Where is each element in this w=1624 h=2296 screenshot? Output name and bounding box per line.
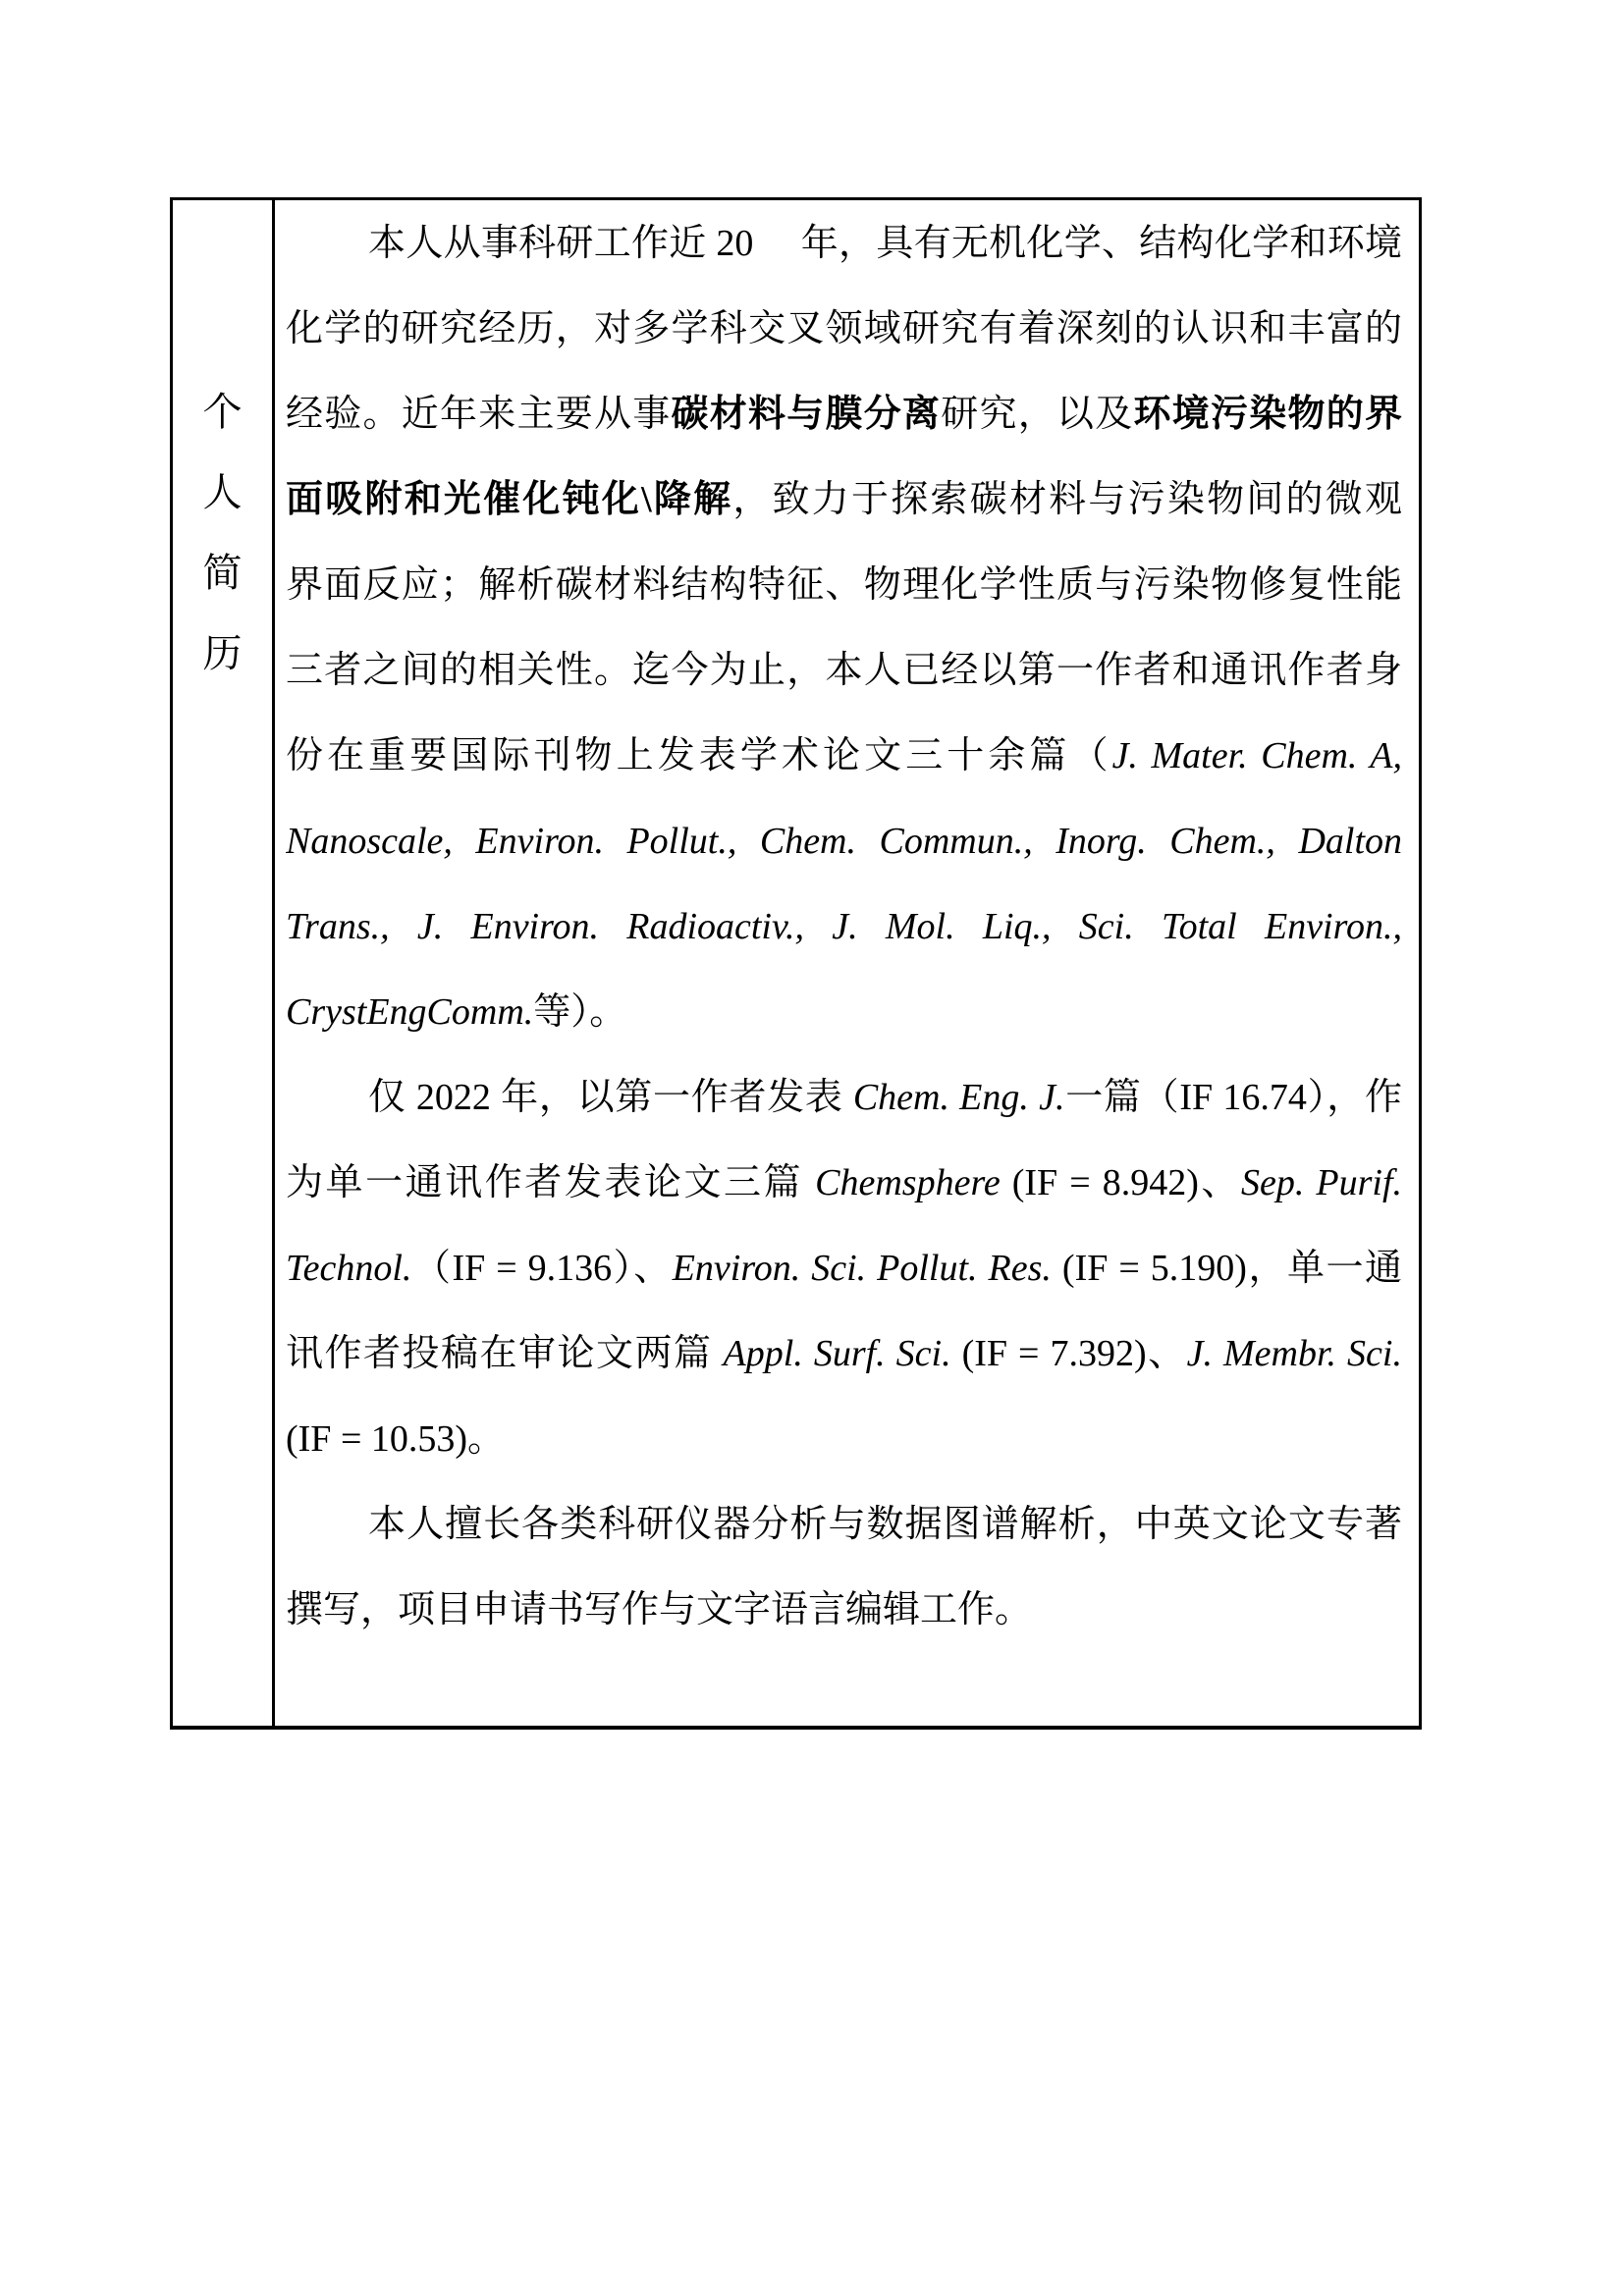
text-run: 面吸附和光催化钝化\降解 [286,479,733,520]
text-run: (IF = 10.53)。 [286,1418,506,1460]
label-char-3: 简 [202,551,243,595]
text-run: 界面反应；解析碳材料结构特征、物理化学性质与污染物修复性能 [286,564,1402,606]
text-run: 本人擅长各类科研仪器分析与数据图谱解析，中英文论文专著 [368,1504,1402,1545]
text-line [286,1055,1402,1141]
table-cell-label [173,200,275,1726]
text-run: 为单一通讯作者发表论文三篇 [286,1162,816,1203]
text-run: Trans., J. Environ. Radioactiv., J. Mol. Liq., Sci. Total Environ., [286,906,1402,947]
text-line [286,457,1402,543]
text-line [286,1482,1402,1568]
text-run: J. Membr. Sci. [1186,1333,1402,1374]
text-run: (IF = 8.942)、 [1000,1162,1241,1203]
text-line [286,884,1402,970]
text-run: 碳材料与膜分离 [671,394,942,435]
text-run: Environ. Sci. Pollut. Res. [672,1248,1052,1289]
text-line [286,543,1402,628]
text-line [286,372,1402,457]
text-line [286,287,1402,372]
text-line [286,1141,1402,1226]
resume-table [170,197,1422,1730]
label-char-4: 历 [202,631,243,675]
text-run: 化学的研究经历，对多学科交叉领域研究有着深刻的认识和丰富的 [286,308,1402,349]
text-run: 等）。 [533,991,627,1033]
text-run: Nanoscale, Environ. Pollut., Chem. Commun., Inorg. Chem., Dalton [286,821,1402,862]
text-run: J. Mater. Chem. A, [1111,735,1402,776]
text-run: Sep. Purif. [1240,1162,1402,1203]
text-line [286,714,1402,799]
label-char-2: 人 [202,470,243,514]
text-run: 三者之间的相关性。迄今为止，本人已经以第一作者和通讯作者身 [286,650,1402,691]
text-run: 撰写，项目申请书写作与文字语言编辑工作。 [286,1589,1033,1630]
text-line [286,1397,1402,1482]
text-line [286,1226,1402,1311]
text-run: 份在重要国际刊物上发表学术论文三十余篇（ [286,735,1112,776]
text-line [286,799,1402,884]
text-run: 本人从事科研工作近 20 年，具有无机化学、结构化学和环境 [368,223,1402,264]
text-run: Appl. Surf. Sci. [723,1333,951,1374]
text-line [286,201,1402,287]
text-run: 一篇（IF 16.74），作 [1064,1077,1402,1118]
text-run: （IF = 9.136）、 [411,1248,673,1289]
text-line [286,970,1402,1055]
text-run: 经验。近年来主要从事 [286,394,672,435]
text-run: (IF = 7.392)、 [950,1333,1187,1374]
text-run: CrystEngComm. [286,991,534,1033]
table-cell-content [275,200,1419,1726]
text-run: (IF = 5.190)，单一通 [1051,1248,1402,1289]
text-run: Chemsphere [815,1162,1001,1203]
text-run: ，致力于探索碳材料与污染物间的微观 [732,479,1402,520]
text-run: 研究，以及 [941,394,1134,435]
label-char-1: 个 [202,390,243,434]
text-run: 讯作者投稿在审论文两篇 [286,1333,724,1374]
text-run: 仅 2022 年，以第一作者发表 [368,1077,853,1118]
text-line [286,1568,1402,1653]
text-run: 环境污染物的界 [1133,394,1402,435]
text-run: Chem. Eng. J. [852,1077,1065,1118]
text-line [286,628,1402,714]
text-line [286,1311,1402,1397]
text-run: Technol. [286,1248,412,1289]
